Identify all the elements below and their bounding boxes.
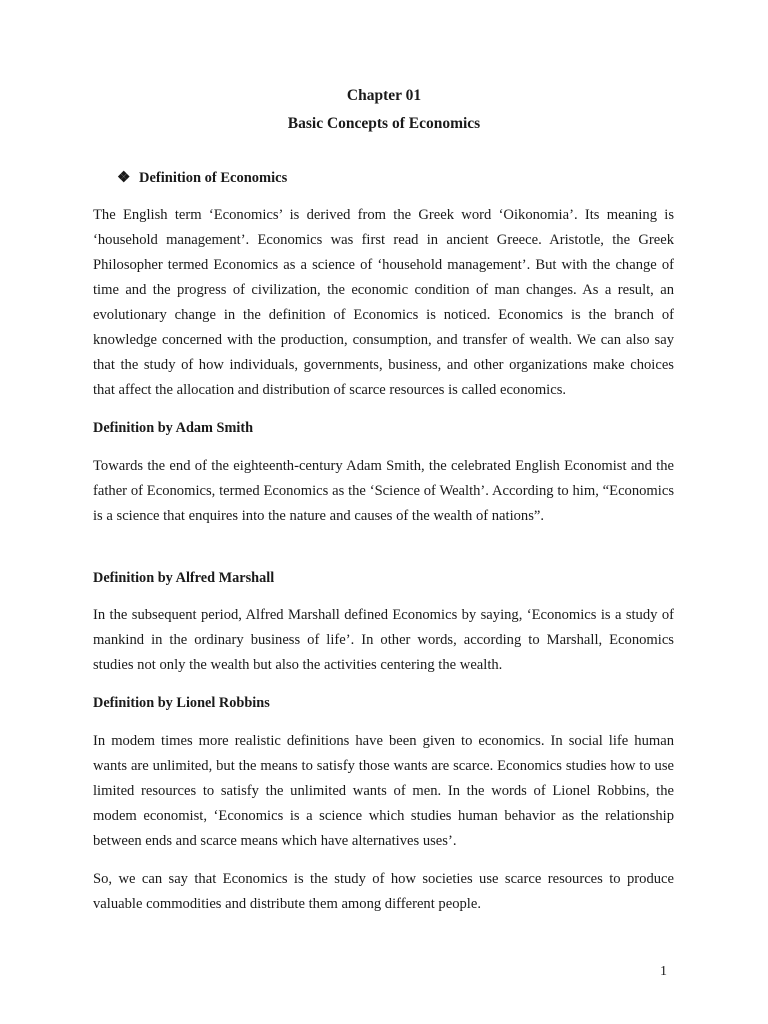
subheading-adam-smith: Definition by Adam Smith (93, 420, 254, 436)
paragraph-adam-smith: Towards the end of the eighteenth-century Adam Smith, the celebrated English Economist and the father of Economics, termed Economics as the ‘Science of Wealth’. According to him, “Economics is a science that enquires into the nature and causes of the wealth of nations”. (93, 458, 674, 524)
lionel-robbins-paragraph-block (93, 729, 674, 854)
conclusion-paragraph: So, we can say that Economics is the study of how societies use scarce resources to produce valuable commodities and distribute them among different people. (93, 871, 674, 912)
chapter-title: Chapter 01 (346, 87, 422, 104)
intro-paragraph: The English term ‘Economics’ is derived from the Greek word ‘Oikonomia’. Its meaning is ‘household management’. Economics was first read in ancient Greece. Aristotle, the Greek Philosopher termed Economics as a science of ‘household management’. But with the change of time and the progress of civilization, the economic condition of man changes. As a result, an evolutionary change in the definition of Economics is noticed. Economics is the branch of knowledge concerned with the production, consumption, and transfer of wealth. We can also say that the study of how individuals, governments, business, and other organizations make choices that affect the allocation and distribution of scarce resources is called economics. (93, 207, 674, 398)
conclusion-block (93, 867, 674, 917)
paragraph-lionel-robbins: In modem times more realistic definitions have been given to economics. In social life human wants are unlimited, but the means to satisfy those wants are scarce. Economics studies how to use limited resources to satisfy the unlimited wants of men. In the words of Lionel Robbins, the modem economist, ‘Economics is a science which studies human behavior as the relationship between ends and scarce means which have alternatives uses’. (93, 733, 674, 849)
adam-smith-paragraph-block (93, 454, 674, 529)
diamond-bullet-icon: ❖ (117, 170, 131, 186)
alfred-marshall-paragraph-block (93, 603, 674, 678)
paragraph-alfred-marshall: In the subsequent period, Alfred Marshall defined Economics by saying, ‘Economics is a study of mankind in the ordinary business of life’. In other words, according to Marshall, Economics studies not only the wealth but also the activities centering the wealth. (93, 607, 674, 673)
chapter-subtitle: Basic Concepts of Economics (287, 115, 481, 132)
section-heading (117, 168, 287, 188)
page-number: 1 (660, 964, 667, 979)
subheading-alfred-marshall: Definition by Alfred Marshall (93, 570, 275, 586)
intro-paragraph-block (93, 203, 674, 403)
subheading-lionel-robbins: Definition by Lionel Robbins (93, 695, 270, 711)
section-heading-text: Definition of Economics (139, 170, 288, 186)
alfred-marshall-heading-block (93, 568, 674, 588)
lionel-robbins-heading-block (93, 693, 674, 713)
adam-smith-heading-block (93, 418, 674, 438)
